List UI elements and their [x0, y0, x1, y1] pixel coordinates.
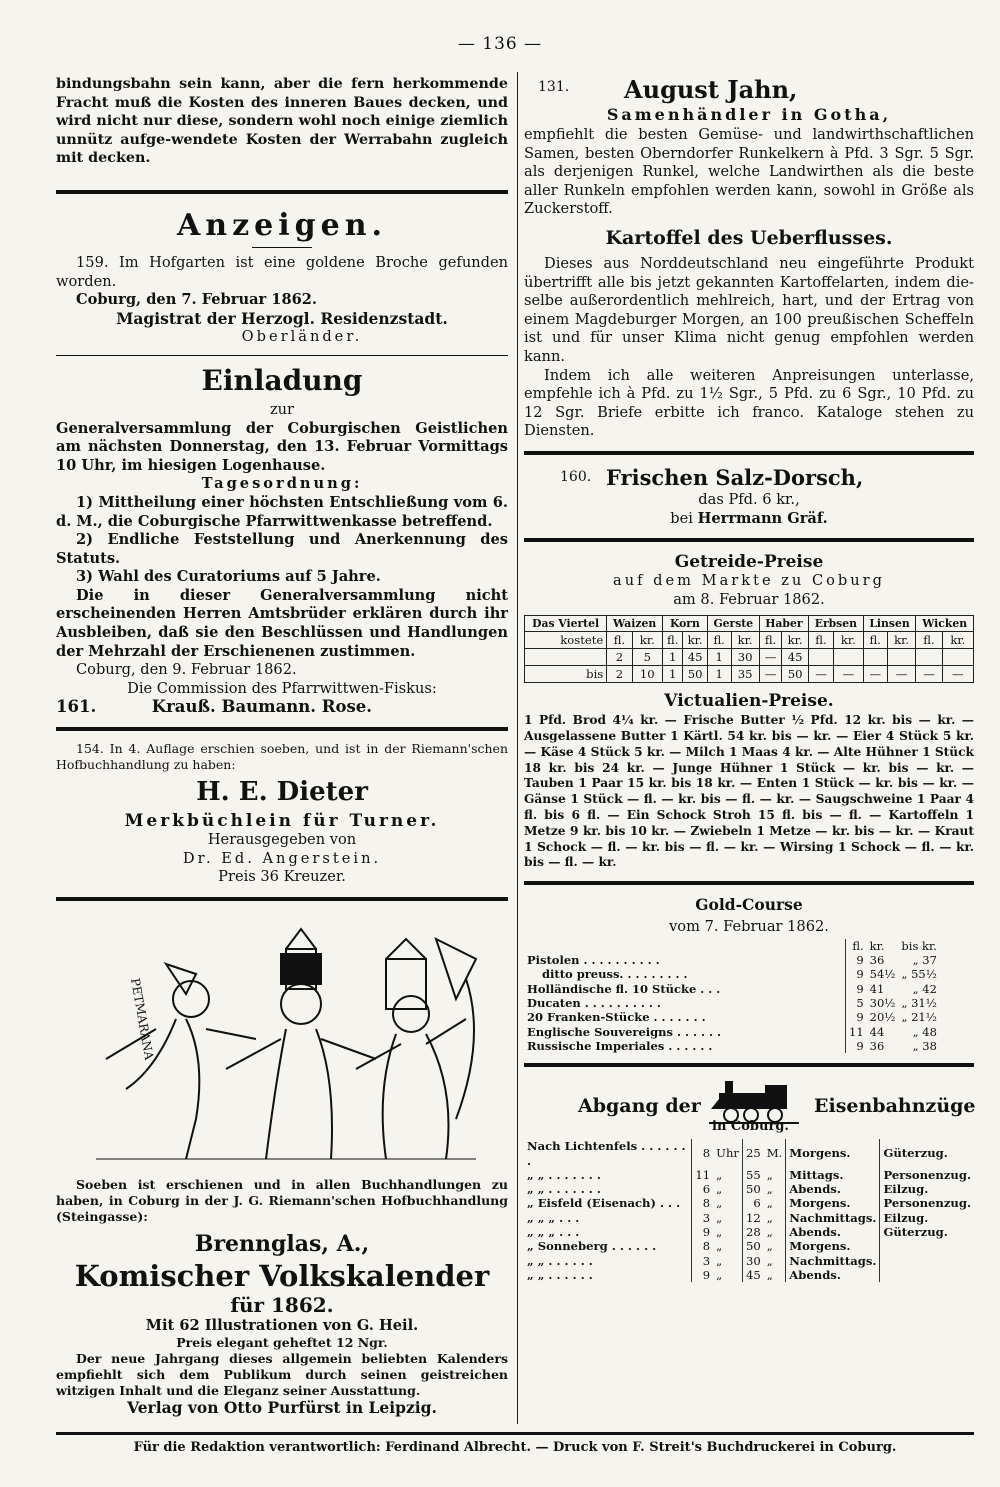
gold-row — [524, 1039, 940, 1053]
unit-cell: fl. — [863, 632, 887, 649]
train-minute: 55 — [742, 1168, 763, 1182]
grain-header: Wicken — [916, 616, 974, 632]
grain-row-label: kostete — [525, 632, 607, 649]
ad-159-text: Im Hofgarten ist eine goldene Broche gefunden worden. — [56, 253, 508, 290]
train-minute-unit: „ — [766, 1210, 773, 1225]
grain-cell: 35 — [731, 666, 759, 683]
grain-cell: — — [916, 666, 942, 683]
grain-cell: 2 — [607, 649, 632, 666]
train-minute: 45 — [742, 1268, 763, 1282]
train-minute-unit: „ — [766, 1182, 773, 1197]
unit-cell: fl. — [607, 632, 632, 649]
train-time-of-day: Abends. — [786, 1182, 880, 1196]
ad-brennglas-title: Komischer Volkskalender — [74, 1258, 490, 1293]
train-time-of-day: Mittags. — [786, 1168, 880, 1182]
train-hour: 8 — [692, 1239, 713, 1253]
grain-row — [525, 632, 974, 649]
gold-header-row — [524, 939, 940, 953]
victualien-text: 1 Pfd. Brod 4¼ kr. — Frische Butter ½ Pfd. 12 kr. bis — kr. — Ausgelassene Butter 1 Kärtl. 54 kr. bis — kr. — Eier 4 Stück 5 kr. — Käse 4 Stück 5 kr. — Milch 1 Maas 4 kr. — Alte Hühner 1 Stück 18 kr. bis 24 kr. — Junge Hühner 1 Stück — kr. bis — kr. — Tauben 1 Paar 15 kr. bis 18 kr. — Enten 1 Stück — kr. bis — kr. — Gänse 1 Stück — fl. — kr. bis — fl. — kr. — Saugschweine 1 Paar 4 fl. bis 6 fl. — Ein Schock Stroh 15 fl. bis — fl. — Kartoffeln 1 Metze 9 kr. bis 10 kr. — Zwiebeln 1 Metze — kr. bis — kr. — Kraut 1 Schock — fl. — kr. bis — fl. — kr. — Wirsing 1 Schock — fl. — kr. bis — fl. — kr. — [524, 713, 974, 870]
ad-159-name: Oberländer. — [241, 328, 363, 346]
ad-131-header — [524, 75, 974, 103]
train-heading — [524, 1077, 974, 1133]
train-hour-unit: „ — [716, 1225, 723, 1239]
train-minute-unit: „ — [766, 1225, 773, 1239]
page-number: — 136 — — [457, 34, 543, 54]
ad-161-names: Krauß. Baumann. Rose. — [151, 697, 373, 717]
train-type: Personenzug. — [880, 1196, 974, 1210]
gold-fl: 9 — [846, 953, 867, 967]
train-dest: „ „ . . . . . . — [527, 1267, 593, 1282]
train-type: Eilzug. — [880, 1211, 974, 1225]
unit-cell: kr. — [731, 632, 759, 649]
train-hour: 8 — [692, 1139, 713, 1168]
train-minute-unit: „ — [766, 1239, 773, 1254]
grain-header: Haber — [759, 616, 808, 632]
gold-row — [524, 1025, 940, 1039]
ad-brennglas-price: Preis elegant geheftet 12 Ngr. — [176, 1335, 388, 1351]
train-hour-unit: „ — [716, 1210, 723, 1225]
grain-cell: 1 — [707, 649, 731, 666]
gold-kr: 20½ — [869, 1010, 896, 1025]
gold-bis: „ 31½ — [901, 996, 937, 1011]
train-row — [524, 1182, 974, 1196]
train-row — [524, 1225, 974, 1239]
grain-cell: 10 — [632, 666, 662, 683]
train-minute: 6 — [742, 1196, 763, 1210]
unit-cell: kr. — [834, 632, 864, 649]
gold-bis: „ 55½ — [901, 967, 937, 982]
gold-header: kr. — [869, 938, 885, 953]
gold-fl: 9 — [846, 982, 867, 996]
einladung-text: Generalversammlung der Coburgischen Geistlichen am nächsten Donnerstag, den 13. Februar Vormittags 10 Uhr, im hiesigen Logenhause. — [56, 419, 508, 474]
gold-name: ditto preuss. . . . . . . . . — [542, 967, 688, 982]
train-type — [880, 1254, 974, 1268]
train-type: Güterzug. — [880, 1225, 974, 1239]
train-dest: „ „ . . . . . . — [527, 1253, 593, 1268]
ad-131-subtitle: Samenhändler in Gotha, — [606, 105, 892, 124]
grain-header: Linsen — [863, 616, 916, 632]
train-minute-unit: M. — [766, 1146, 783, 1161]
ad-brennglas-text: Soeben ist erschienen und in allen Buchhandlungen zu haben, in Coburg in der J. G. Riemann'schen Hofbuchhandlung (Steingasse): — [56, 1176, 508, 1224]
gold-row — [524, 1010, 940, 1024]
gold-course-heading: Gold-Course — [695, 895, 803, 915]
ad-154-hrsg: Herausgegeben von — [207, 831, 357, 849]
grain-cell: 30 — [731, 649, 759, 666]
train-time-of-day: Morgens. — [786, 1239, 880, 1253]
ad-160-header — [524, 465, 974, 491]
train-hour-unit: „ — [716, 1167, 723, 1182]
gold-row — [524, 996, 940, 1010]
ad-brennglas-description: Der neue Jahrgang dieses allgemein beliebten Kalenders empfiehlt sich dem Publikum durch seinen geistreichen witzigen Inhalt und die Eleganz seiner Ausstattung. — [56, 1351, 508, 1399]
train-dest: „ „ „ . . . — [527, 1210, 580, 1225]
grain-cell: — — [863, 666, 887, 683]
train-dest: „ Eisfeld (Eisenach) . . . — [527, 1196, 681, 1211]
train-hour: 9 — [692, 1268, 713, 1282]
divider — [56, 355, 508, 356]
grain-cell — [942, 649, 973, 666]
gold-header-spacer — [524, 939, 846, 953]
agenda-item: 2) Endliche Feststellung und Anerkennung des Statuts. — [56, 531, 508, 567]
train-minute: 30 — [742, 1254, 763, 1268]
gold-name: Russische Imperiales . . . . . . — [527, 1038, 713, 1053]
grain-cell: — — [808, 666, 833, 683]
ad-161 — [56, 698, 508, 717]
unit-cell: kr. — [942, 632, 973, 649]
train-hour: 11 — [692, 1168, 713, 1182]
section-divider — [56, 897, 508, 901]
section-divider — [524, 538, 974, 542]
grain-cell: 1 — [707, 666, 731, 683]
ad-154-price: Preis 36 Kreuzer. — [218, 868, 346, 886]
short-rule — [252, 247, 312, 248]
continued-article-text: bindungsbahn sein kann, aber die fern herkommende Fracht muß die Kosten des inneren Baues decken, und wird nicht nur diese, sondern wohl noch einige ziemlich unnütz aufge-wendete Kosten der Werrabahn zugleich mit decken. — [56, 76, 508, 167]
section-divider — [524, 1063, 974, 1067]
ad-161-number: 161. — [56, 697, 97, 717]
train-minute-unit: „ — [766, 1167, 773, 1182]
ad-154-editor: Dr. Ed. Angerstein. — [182, 849, 382, 867]
ad-159-number: 159. — [76, 253, 109, 271]
ad-154-title: Merkbüchlein für Turner. — [124, 811, 440, 832]
gold-header: fl. — [846, 939, 867, 953]
section-divider — [56, 190, 508, 194]
ad-brennglas-illustrations: Mit 62 Illustrationen von G. Heil. — [145, 1316, 419, 1334]
grain-cell: — — [759, 666, 782, 683]
train-minute-unit: „ — [766, 1253, 773, 1268]
gold-name: Ducaten . . . . . . . . . . — [527, 996, 661, 1011]
einladung-heading: Einladung — [201, 363, 363, 397]
train-subtitle: in Coburg. — [712, 1119, 789, 1135]
gold-header: bis kr. — [901, 938, 937, 953]
unit-cell: fl. — [916, 632, 942, 649]
grain-cell: 2 — [607, 666, 632, 683]
ad-160-seller-line — [524, 510, 974, 529]
kartoffel-text: Dieses aus Norddeutschland neu eingeführte Produkt übertrifft alle bis jetzt gekannten Kartoffelarten, indem die-selbe außerordentlich mehlreich, hart, und der Ertrag von einem Magdeburger Morgen, an 100 preußischen Scheffeln ist und für unser Klima nicht genug empfohlen werden kann. — [524, 254, 974, 365]
ad-159-signature: Magistrat der Herzogl. Residenzstadt. — [116, 308, 448, 328]
train-minute: 12 — [742, 1211, 763, 1225]
gold-course-table — [524, 939, 940, 1053]
getreide-heading: Getreide-Preise — [674, 552, 824, 573]
victualien-heading: Victualien-Preise. — [664, 691, 834, 712]
unit-cell: kr. — [683, 632, 707, 649]
unit-cell: fl. — [707, 632, 731, 649]
unit-cell: fl. — [662, 632, 682, 649]
train-row — [524, 1254, 974, 1268]
grain-cell: 1 — [662, 666, 682, 683]
ad-154-author: H. E. Dieter — [196, 777, 368, 808]
grain-cell: — — [887, 666, 916, 683]
grain-header: Erbsen — [808, 616, 863, 632]
unit-cell: kr. — [887, 632, 916, 649]
grain-cell — [834, 649, 864, 666]
gold-name: Holländische fl. 10 Stücke . . . — [527, 981, 721, 996]
train-minute-unit: „ — [766, 1267, 773, 1282]
grain-row-label: bis — [525, 666, 607, 683]
gold-kr: 41 — [869, 981, 885, 996]
gold-name: Pistolen . . . . . . . . . . — [527, 953, 660, 968]
gold-fl: 9 — [846, 967, 867, 981]
cartoon-illustration — [56, 919, 508, 1167]
agenda-item: 3) Wahl des Curatoriums auf 5 Jahre. — [76, 568, 381, 586]
train-row — [524, 1268, 974, 1282]
gold-fl: 5 — [846, 996, 867, 1010]
train-row — [524, 1211, 974, 1225]
gold-bis: „ 42 — [912, 981, 937, 996]
train-row — [524, 1168, 974, 1182]
grain-cell: — — [834, 666, 864, 683]
grain-cell: 45 — [683, 649, 707, 666]
train-hour-unit: „ — [716, 1239, 723, 1254]
train-type — [880, 1239, 974, 1253]
svg-text:PETMARANA: PETMARANA — [128, 976, 157, 1061]
gold-kr: 54½ — [869, 967, 896, 982]
gold-kr: 44 — [869, 1024, 885, 1039]
gold-row — [524, 953, 940, 967]
ad-159-date: Coburg, den 7. Februar 1862. — [76, 291, 317, 309]
grain-cell — [887, 649, 916, 666]
locomotive-icon — [709, 1077, 799, 1125]
ad-160-seller-prefix: bei — [670, 509, 693, 527]
train-time-of-day: Abends. — [786, 1225, 880, 1239]
unit-cell: kr. — [782, 632, 809, 649]
ad-brennglas-author: Brennglas, A., — [194, 1230, 370, 1257]
train-type — [880, 1268, 974, 1282]
train-hour-unit: Uhr — [716, 1146, 739, 1161]
gold-bis: „ 37 — [912, 953, 937, 968]
section-divider — [524, 451, 974, 455]
ad-brennglas-publisher: Verlag von Otto Purfürst in Leipzig. — [127, 1398, 437, 1418]
gold-course-date: vom 7. Februar 1862. — [669, 918, 829, 936]
gold-kr: 36 — [869, 1038, 885, 1053]
kartoffel-heading: Kartoffel des Ueberflusses. — [605, 226, 893, 249]
ad-brennglas-year: für 1862. — [230, 1292, 334, 1317]
train-hour-unit: „ — [716, 1182, 723, 1197]
train-dest: „ „ . . . . . . . — [527, 1182, 601, 1197]
gold-kr: 30½ — [869, 996, 896, 1011]
einladung-commission: Die Commission des Pfarrwittwen-Fiskus: — [127, 679, 437, 697]
grain-cell: — — [942, 666, 973, 683]
train-hour: 3 — [692, 1254, 713, 1268]
ad-131-text: empfiehlt die besten Gemüse- und landwirthschaftlichen Samen, besten Oberndorfer Runkelkern à Pfd. 3 Sgr. 5 Sgr. als derjenigen Runkel, welche Landwirthen als die beste aller Runkeln empfohlen werden kann, sowohl in Größe als Zuckerstoff. — [524, 126, 974, 218]
train-hour-unit: „ — [716, 1267, 723, 1282]
train-minute: 28 — [742, 1225, 763, 1239]
ad-154-text: 154. In 4. Auflage erschien soeben, und ist in der Riemann'schen Hofbuchhandlung zu haben: — [56, 741, 508, 773]
grain-header: Gerste — [707, 616, 759, 632]
left-column — [56, 75, 508, 1418]
train-minute: 25 — [742, 1139, 763, 1168]
grain-header: Das Viertel — [525, 616, 607, 632]
train-time-of-day: Morgens. — [786, 1196, 880, 1210]
grain-cell — [863, 649, 887, 666]
train-hour: 6 — [692, 1182, 713, 1196]
column-divider — [517, 72, 518, 1424]
train-hour-unit: „ — [716, 1253, 723, 1268]
einladung-zur: zur — [269, 400, 295, 418]
ad-131-number: 131. — [538, 79, 570, 95]
gold-fl: 11 — [846, 1025, 867, 1039]
grain-row-label — [525, 649, 607, 666]
ad-160-seller: Herrmann Gräf. — [697, 509, 828, 527]
train-row — [524, 1239, 974, 1253]
ad-131-name: August Jahn, — [624, 75, 798, 104]
grain-cell: 50 — [683, 666, 707, 683]
train-type: Güterzug. — [880, 1139, 974, 1168]
gold-row — [524, 982, 940, 996]
train-minute: 50 — [742, 1182, 763, 1196]
train-hour: 3 — [692, 1211, 713, 1225]
grain-row — [525, 666, 974, 683]
section-divider — [56, 727, 508, 731]
grain-cell — [916, 649, 942, 666]
train-title-left: Abgang der — [578, 1095, 701, 1118]
train-title-right: Eisenbahnzüge — [814, 1095, 976, 1118]
train-dest: „ Sonneberg . . . . . . — [527, 1239, 657, 1254]
gold-name: Englische Souvereigns . . . . . . — [527, 1024, 722, 1039]
grain-cell: 1 — [662, 649, 682, 666]
grain-cell — [808, 649, 833, 666]
ad-160-price: das Pfd. 6 kr., — [698, 490, 800, 508]
train-hour-unit: „ — [716, 1196, 723, 1211]
train-minute: 50 — [742, 1239, 763, 1253]
train-hour: 9 — [692, 1225, 713, 1239]
getreide-date: am 8. Februar 1862. — [673, 590, 825, 608]
unit-cell: fl. — [808, 632, 833, 649]
gold-bis: „ 48 — [912, 1024, 937, 1039]
train-dest: Nach Lichtenfels . . . . . . . — [527, 1139, 686, 1168]
ad-160-number: 160. — [560, 468, 592, 485]
gold-row — [524, 967, 940, 981]
ad-160-title: Frischen Salz-Dorsch, — [606, 464, 864, 490]
right-column — [524, 75, 974, 1282]
gold-name: 20 Franken-Stücke . . . . . . . — [527, 1010, 706, 1025]
train-time-of-day: Nachmittags. — [786, 1254, 880, 1268]
train-type: Eilzug. — [880, 1182, 974, 1196]
grain-header-row — [525, 616, 974, 632]
train-minute-unit: „ — [766, 1196, 773, 1211]
gold-bis: „ 21½ — [901, 1010, 937, 1025]
kartoffel-text-2: Indem ich alle weiteren Anpreisungen unterlasse, empfehle ich à Pfd. zu 1½ Sgr., 5 Pfd. zu 6 Sgr., 10 Pfd. zu 12 Sgr. Briefe erbitte ich franco. Kataloge stehen zu Diensten. — [524, 366, 974, 440]
grain-header: Korn — [662, 616, 707, 632]
train-row — [524, 1196, 974, 1210]
gold-kr: 36 — [869, 953, 885, 968]
train-dest: „ „ „ . . . — [527, 1225, 580, 1239]
train-time-of-day: Abends. — [786, 1268, 880, 1282]
imprint-footer: Für die Redaktion verantwortlich: Ferdinand Albrecht. — Druck von F. Streit's Buchdruckerei in Coburg. — [56, 1432, 974, 1455]
einladung-date: Coburg, den 9. Februar 1862. — [76, 661, 297, 679]
gold-bis: „ 38 — [912, 1038, 937, 1053]
train-schedule-table — [524, 1139, 974, 1282]
anzeigen-heading: Anzeigen. — [177, 207, 387, 243]
section-divider — [524, 881, 974, 885]
train-time-of-day: Morgens. — [786, 1139, 880, 1168]
grain-header: Waizen — [607, 616, 663, 632]
agenda-heading: Tagesordnung: — [201, 475, 363, 493]
ad-159 — [56, 254, 508, 291]
grain-cell: — — [759, 649, 782, 666]
unit-cell: fl. — [759, 632, 782, 649]
grain-row — [525, 649, 974, 666]
einladung-note: Die in dieser Generalversammlung nicht erscheinenden Herren Amtsbrüder erklären durch ihr Ausbleiben, daß sie den Beschlüssen und Handlungen der Mehrzahl der Erschienenen zustimmen. — [56, 586, 508, 660]
train-hour: 8 — [692, 1196, 713, 1210]
grain-cell: 5 — [632, 649, 662, 666]
train-dest: „ „ . . . . . . . — [527, 1167, 601, 1182]
train-time-of-day: Nachmittags. — [786, 1211, 880, 1225]
train-type: Personenzug. — [880, 1168, 974, 1182]
agenda-item: 1) Mittheilung einer höchsten Entschließung vom 6. d. M., die Coburgische Pfarrwittwenkasse betreffend. — [56, 493, 508, 530]
unit-cell: kr. — [632, 632, 662, 649]
grain-cell: 45 — [782, 649, 809, 666]
getreide-subtitle: auf dem Markte zu Coburg — [613, 572, 885, 590]
grain-price-table — [524, 615, 974, 683]
train-row — [524, 1139, 974, 1168]
gold-fl: 9 — [846, 1010, 867, 1024]
grain-cell: 50 — [782, 666, 809, 683]
gold-fl: 9 — [846, 1039, 867, 1053]
